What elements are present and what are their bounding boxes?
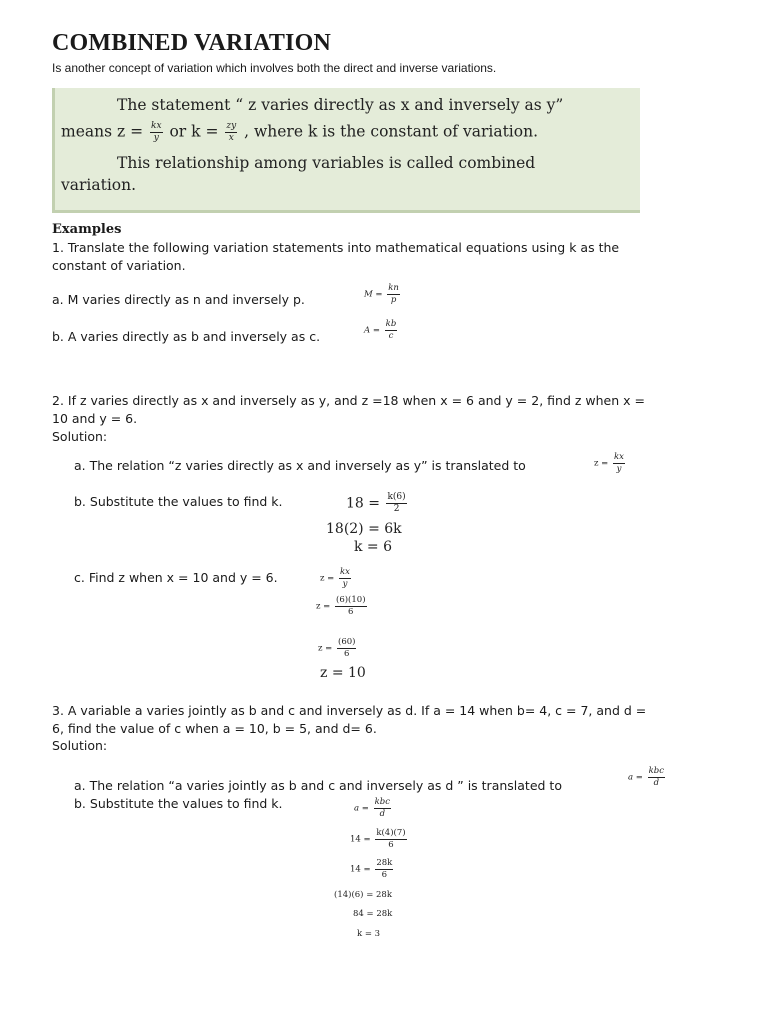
ex3-eq3: 14 = $\frac{28k}{6}$ (350, 858, 393, 880)
definition-line-2-c: , where k is the constant of variation. (244, 122, 538, 141)
formula-k-fraction: $\frac{zy}{x}$ (226, 121, 237, 143)
ex2-line1: 2. If z varies directly as x and inversely as y, and z =18 when x = 6 and y = 2, find z when x = (52, 393, 645, 408)
ex3-eq6: k = 3 (357, 929, 381, 939)
ex2-c-eq4: z = 10 (320, 665, 366, 681)
ex3-eq1: a = $\frac{\text{kbc}}{d}$ (354, 797, 390, 819)
definition-line-2-b: or k = (169, 122, 219, 141)
ex3-a-text: a. The relation “a varies jointly as b and c and inversely as d ” is translated to (74, 778, 562, 793)
ex2-a-text: a. The relation “z varies directly as x and inversely as y” is translated to (74, 458, 526, 473)
ex3-a-formula: a = $\frac{\text{kbc}}{d}$ (628, 766, 664, 788)
definition-box (52, 88, 640, 213)
ex2-b-eq1: 18 = $\frac{k(6)}{2}$ (346, 492, 406, 514)
ex1-a-text: a. M varies directly as n and inversely p. (52, 292, 305, 307)
ex2-c-eq3: z = $\frac{(60)}{6}$ (318, 637, 356, 659)
examples-heading: Examples (52, 222, 122, 237)
ex3-line2: 6, find the value of c when a = 10, b = 5, and d= 6. (52, 721, 377, 736)
ex2-b-text: b. Substitute the values to find k. (74, 494, 283, 509)
ex2-a-formula: z = $\frac{kx}{y}$ (594, 452, 624, 474)
definition-line-4: variation. (61, 176, 137, 194)
definition-line-2 (61, 122, 538, 143)
page-title: COMBINED VARIATION (52, 30, 331, 56)
ex2-c-text: c. Find z when x = 10 and y = 6. (74, 570, 278, 585)
ex2-line2: 10 and y = 6. (52, 411, 138, 426)
ex1-line2: constant of variation. (52, 258, 186, 273)
ex2-solution-label: Solution: (52, 429, 108, 444)
ex2-b-eq1-left: 18 = (346, 495, 380, 512)
ex1-a-formula: M = $\frac{kn}{p}$ (364, 283, 399, 305)
ex2-c-eq1: z = $\frac{kx}{y}$ (320, 567, 350, 589)
formula-z-fraction: $\frac{kx}{y}$ (151, 121, 162, 143)
ex3-b-text: b. Substitute the values to find k. (74, 796, 283, 811)
ex3-solution-label: Solution: (52, 738, 108, 753)
ex2-c-eq2: z = $\frac{(6)(10)}{6}$ (316, 595, 366, 617)
ex3-eq2: 14 = $\frac{k(4)(7)}{6}$ (350, 828, 406, 850)
page-subtitle: Is another concept of variation which involves both the direct and inverse variations. (52, 61, 497, 75)
ex1-line1: 1. Translate the following variation statements into mathematical equations using k as the (52, 240, 620, 255)
definition-line-1: The statement “ z varies directly as x and inversely as y” (117, 96, 564, 114)
definition-line-3: This relationship among variables is called combined (117, 154, 536, 172)
ex3-eq5: 84 = 28k (353, 909, 393, 919)
ex2-b-eq2: 18(2) = 6k (326, 521, 402, 537)
ex2-b-eq3: k = 6 (354, 539, 393, 555)
ex3-line1: 3. A variable a varies jointly as b and c and inversely as d. If a = 14 when b= 4, c = 7, and d = (52, 703, 647, 718)
ex1-b-text: b. A varies directly as b and inversely as c. (52, 329, 321, 344)
ex1-b-formula: A = $\frac{kb}{c}$ (364, 319, 397, 341)
definition-line-2-a: means z = (61, 122, 144, 141)
ex3-eq4: (14)(6) = 28k (334, 890, 392, 900)
